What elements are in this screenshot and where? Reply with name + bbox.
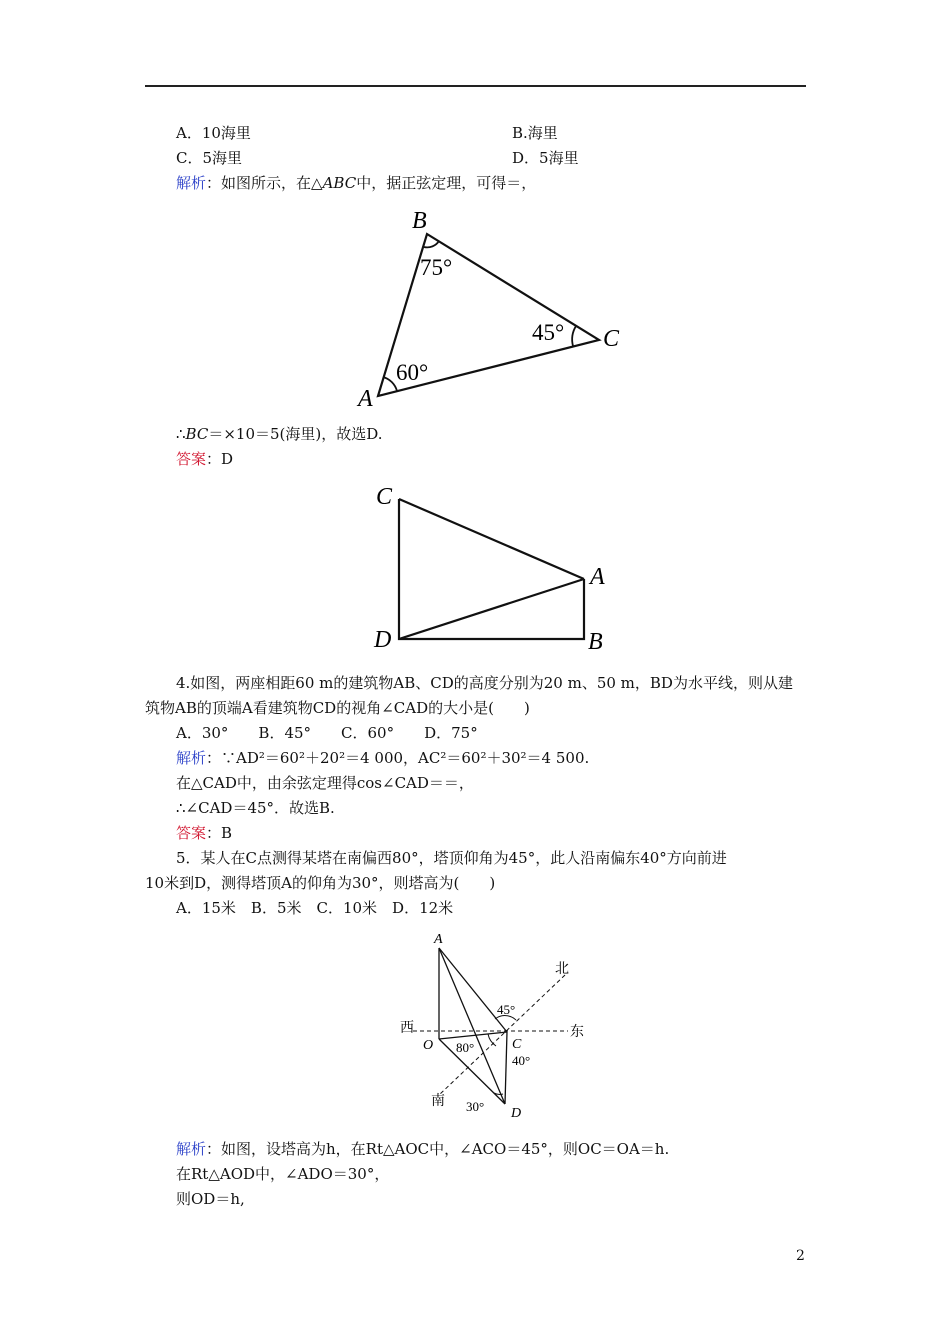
point-c-label: C (376, 484, 393, 510)
north-label: 北 (555, 962, 569, 977)
point-b-label: B (588, 629, 603, 655)
solution-label: 解析 (176, 749, 207, 767)
angle-b-label: 75° (420, 255, 453, 280)
vertex-b-label: B (412, 208, 427, 234)
line-ac (439, 948, 507, 1032)
q4-solution-line3: ∴∠CAD＝45°．故选B. (176, 799, 335, 817)
line-cd (505, 1032, 507, 1104)
tower-figure (390, 928, 600, 1123)
vertex-a-label: A (358, 386, 373, 412)
q5-solution-line1: 解析：如图，设塔高为h，在Rt△AOC中，∠ACO＝45°，则OC＝OA＝h. (176, 1140, 670, 1158)
angle-a-label: 60° (396, 360, 429, 385)
angle-45-label: 45° (497, 1002, 516, 1017)
west-label: 西 (400, 1021, 414, 1036)
vertex-c-label: C (603, 326, 620, 352)
point-o-label: O (423, 1038, 434, 1053)
angle-c-arc (572, 326, 576, 346)
q5-solution-line3: 则OD＝h, (176, 1190, 245, 1208)
point-a-label: A (590, 564, 605, 590)
angle-a-arc (383, 377, 397, 391)
angle-b-arc (424, 241, 439, 247)
answer-label: 答案 (176, 450, 207, 468)
solution-label: 解析 (176, 1140, 207, 1158)
q3-answer: 答案：D (176, 450, 234, 468)
page-number: 2 (796, 1248, 805, 1264)
q3-conclusion: ∴BC＝×10＝5(海里)，故选D. (176, 425, 383, 443)
q5-options: A．15米 B．5米 C．10米 D．12米 (176, 899, 454, 917)
line-da (399, 579, 584, 639)
angle-40-label: 40° (512, 1053, 531, 1068)
buildings-figure (370, 482, 620, 657)
q3-option-c: C．5海里 (176, 149, 243, 167)
north-south-axis (438, 975, 565, 1096)
q4-stem-line1: 4.如图，两座相距60 m的建筑物AB、CD的高度分别为20 m、50 m，BD为水平线，则从建 (176, 674, 793, 692)
point-d-label: D (374, 627, 392, 653)
east-label: 东 (570, 1025, 584, 1040)
angle-80-label: 80° (456, 1040, 475, 1055)
q5-stem-line2: 10米到D，测得塔顶A的仰角为30°，则塔高为( ) (145, 874, 496, 892)
triangle-abc-figure (350, 205, 630, 415)
q3-solution-line: 解析：如图所示，在△ABC中，据正弦定理，可得＝， (176, 174, 537, 192)
solution-label: 解析 (176, 174, 207, 192)
buildings-outline (399, 499, 584, 639)
point-d-label: D (511, 1106, 522, 1121)
line-ad (439, 948, 505, 1104)
line-oc (439, 1032, 507, 1039)
angle-30-label: 30° (466, 1099, 485, 1114)
south-label: 南 (431, 1094, 445, 1109)
q4-stem-line2: 筑物AB的顶端A看建筑物CD的视角∠CAD的大小是( ) (145, 699, 530, 717)
header-rule (145, 85, 806, 87)
line-ca (399, 499, 584, 579)
q3-option-d: D．5海里 (512, 149, 579, 167)
answer-label: 答案 (176, 824, 207, 842)
q5-stem-line1: 5．某人在C点测得某塔在南偏西80°，塔顶仰角为45°，此人沿南偏东40°方向前进 (176, 849, 727, 867)
point-c-label: C (512, 1037, 522, 1052)
q3-option-a: A．10海里 (176, 124, 251, 142)
angle-c-label: 45° (532, 320, 565, 345)
q5-solution-line2: 在Rt△AOD中，∠ADO＝30°， (176, 1165, 390, 1183)
point-a-label: A (434, 932, 443, 947)
q4-solution-line1: 解析：∵AD²＝60²＋20²＝4 000，AC²＝60²＋30²＝4 500. (176, 749, 590, 767)
q4-solution-line2: 在△CAD中，由余弦定理得cos∠CAD＝＝， (176, 774, 474, 792)
q3-option-b: B.海里 (512, 124, 558, 142)
q4-answer: 答案：B (176, 824, 233, 842)
q4-options: A．30° B．45° C．60° D．75° (176, 724, 478, 742)
